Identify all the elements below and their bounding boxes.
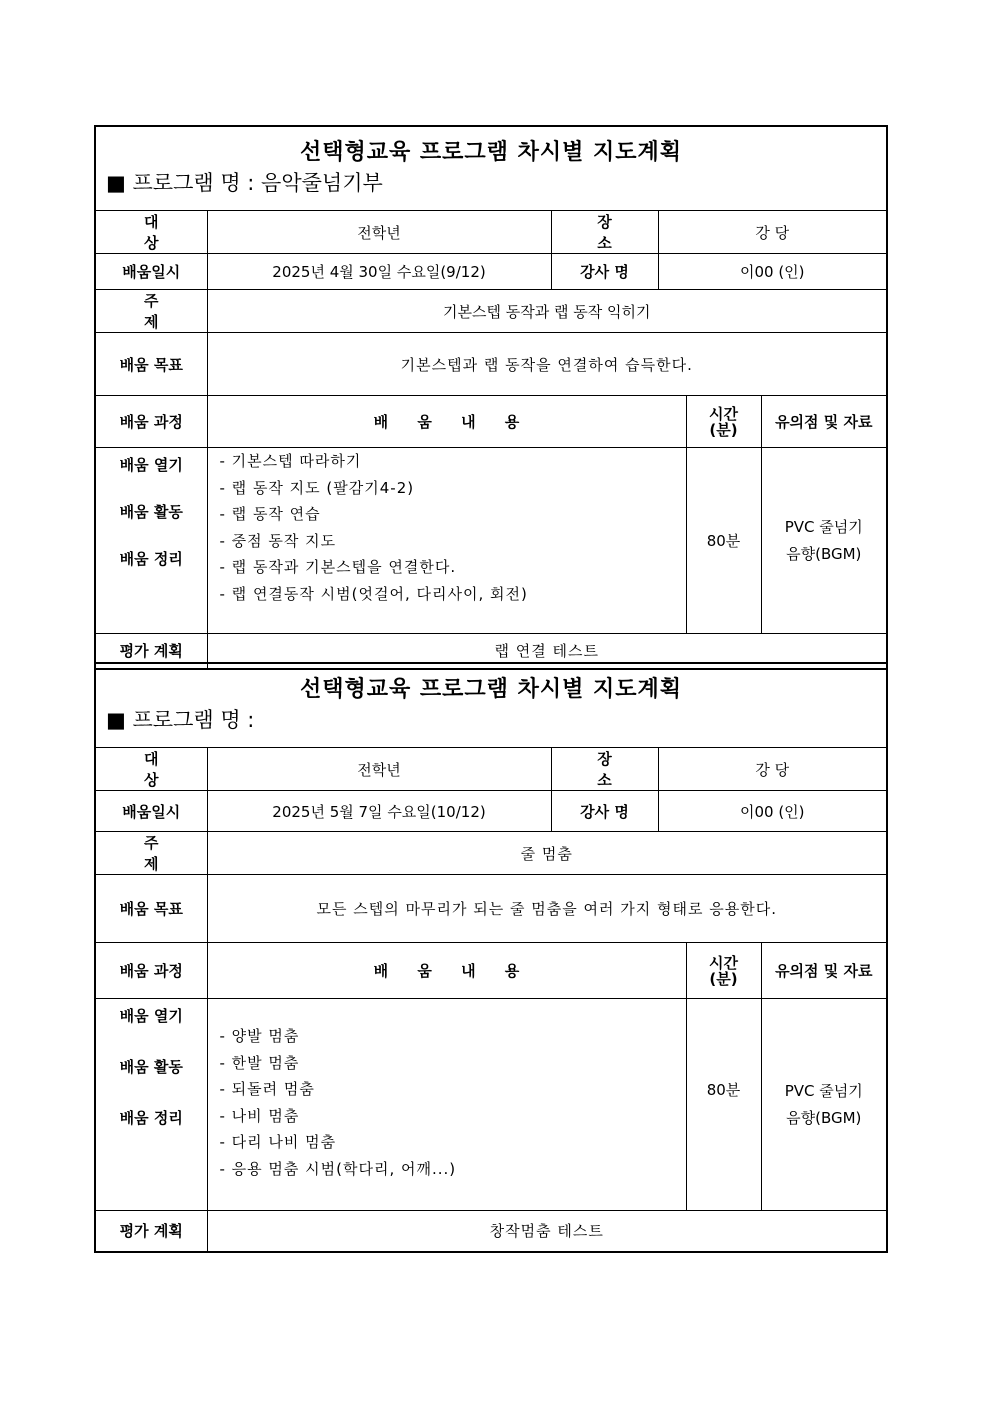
date-row xyxy=(96,791,886,832)
content-item: - 나비 멈춤 xyxy=(219,1106,300,1125)
process-header-row xyxy=(96,943,886,999)
content-item: - 양발 멈춤 xyxy=(219,1027,300,1045)
place-label: 장 소 xyxy=(551,748,658,791)
content-header: 배 움 내 용 xyxy=(207,943,686,999)
stage-activity: 배움 활동 xyxy=(119,503,183,521)
process-label: 배움 과정 xyxy=(96,943,207,999)
goal-row xyxy=(96,875,886,943)
content-list xyxy=(207,999,686,1211)
eval-value: 창작멈춤 테스트 xyxy=(207,1211,886,1251)
material-item: PVC 줄넘기 xyxy=(784,517,863,536)
process-label: 배움 과정 xyxy=(96,396,207,448)
date-row xyxy=(96,254,886,290)
content-item: - 중점 동작 지도 xyxy=(219,531,337,550)
materials-header: 유의점 및 자료 xyxy=(761,396,886,448)
target-value: 전학년 xyxy=(207,211,551,254)
stage-list xyxy=(96,999,207,1211)
date-value: 2025년 4월 30일 수요일(9/12) xyxy=(207,254,551,290)
eval-label: 평가 계획 xyxy=(96,1211,207,1251)
program-name: ■ 프로그램 명 : 음악줄넘기부 xyxy=(106,171,383,195)
process-row xyxy=(96,999,886,1211)
target-label: 대 상 xyxy=(96,211,207,254)
stage-close: 배움 정리 xyxy=(119,1109,183,1127)
eval-value: 랩 연결 테스트 xyxy=(207,634,886,668)
content-item: - 응용 멈춤 시범(학다리, 어깨...) xyxy=(219,1159,457,1178)
eval-label: 평가 계획 xyxy=(96,634,207,668)
time-header-line1: 시간 xyxy=(709,953,738,972)
time-header xyxy=(686,943,761,999)
program-name: ■ 프로그램 명 : xyxy=(106,708,255,732)
materials-header: 유의점 및 자료 xyxy=(761,943,886,999)
date-label: 배움일시 xyxy=(96,791,207,832)
target-label: 대 상 xyxy=(96,748,207,791)
content-item: - 랩 동작 지도 (팔감기4-2) xyxy=(219,478,415,497)
instructor-label: 강사 명 xyxy=(551,254,658,290)
plan-table xyxy=(96,748,886,1251)
plan-table xyxy=(96,211,886,668)
content-item: - 랩 연결동작 시범(엇걸어, 다리사이, 회전) xyxy=(219,584,528,603)
place-value: 강 당 xyxy=(658,211,886,254)
instructor-value: 이00 (인) xyxy=(658,254,886,290)
content-item: - 랩 동작과 기본스텝을 연결한다. xyxy=(219,558,457,576)
topic-value: 기본스텝 동작과 랩 동작 익히기 xyxy=(207,290,886,333)
plan-title: 선택형교육 프로그램 차시별 지도계획 xyxy=(299,677,682,702)
topic-label: 주 제 xyxy=(96,832,207,875)
topic-label: 주 제 xyxy=(96,290,207,333)
process-header-row xyxy=(96,396,886,448)
materials-list xyxy=(761,999,886,1211)
stage-activity: 배움 활동 xyxy=(119,1058,183,1076)
stage-open: 배움 열기 xyxy=(119,456,183,474)
time-header xyxy=(686,396,761,448)
date-label: 배움일시 xyxy=(96,254,207,290)
place-value: 강 당 xyxy=(658,748,886,791)
time-value: 80분 xyxy=(686,448,761,634)
content-item: - 다리 나비 멈춤 xyxy=(219,1133,337,1151)
goal-value: 모든 스텝의 마무리가 되는 줄 멈춤을 여러 가지 형태로 응용한다. xyxy=(207,875,886,943)
time-value: 80분 xyxy=(686,999,761,1211)
instructor-label: 강사 명 xyxy=(551,791,658,832)
time-header-line2: (분) xyxy=(709,969,738,988)
stage-open: 배움 열기 xyxy=(119,1007,183,1025)
target-row xyxy=(96,211,886,254)
material-item: 음향(BGM) xyxy=(786,544,862,563)
stage-close: 배움 정리 xyxy=(119,550,183,568)
lesson-plan-2 xyxy=(94,662,888,1253)
plan-title: 선택형교육 프로그램 차시별 지도계획 xyxy=(299,140,682,165)
content-item: - 기본스텝 따라하기 xyxy=(219,452,362,470)
date-value: 2025년 5월 7일 수요일(10/12) xyxy=(207,791,551,832)
target-value: 전학년 xyxy=(207,748,551,791)
topic-row xyxy=(96,290,886,333)
place-label: 장 소 xyxy=(551,211,658,254)
eval-row xyxy=(96,1211,886,1251)
topic-value: 줄 멈춤 xyxy=(207,832,886,875)
process-row xyxy=(96,448,886,634)
target-row xyxy=(96,748,886,791)
plan-header xyxy=(96,127,886,211)
time-header-line1: 시간 xyxy=(709,404,738,423)
content-item: - 랩 동작 연습 xyxy=(219,505,321,523)
goal-value: 기본스텝과 랩 동작을 연결하여 습득한다. xyxy=(207,333,886,396)
goal-label: 배움 목표 xyxy=(96,875,207,943)
plan-header xyxy=(96,664,886,748)
material-item: PVC 줄넘기 xyxy=(784,1081,863,1100)
instructor-value: 이00 (인) xyxy=(658,791,886,832)
stage-list xyxy=(96,448,207,634)
goal-row xyxy=(96,333,886,396)
content-list xyxy=(207,448,686,634)
content-item: - 되돌려 멈춤 xyxy=(219,1080,315,1098)
content-item: - 한발 멈춤 xyxy=(219,1053,300,1072)
goal-label: 배움 목표 xyxy=(96,333,207,396)
content-header: 배 움 내 용 xyxy=(207,396,686,448)
materials-list xyxy=(761,448,886,634)
lesson-plan-1 xyxy=(94,125,888,670)
topic-row xyxy=(96,832,886,875)
time-header-line2: (분) xyxy=(709,420,738,439)
material-item: 음향(BGM) xyxy=(786,1108,862,1127)
